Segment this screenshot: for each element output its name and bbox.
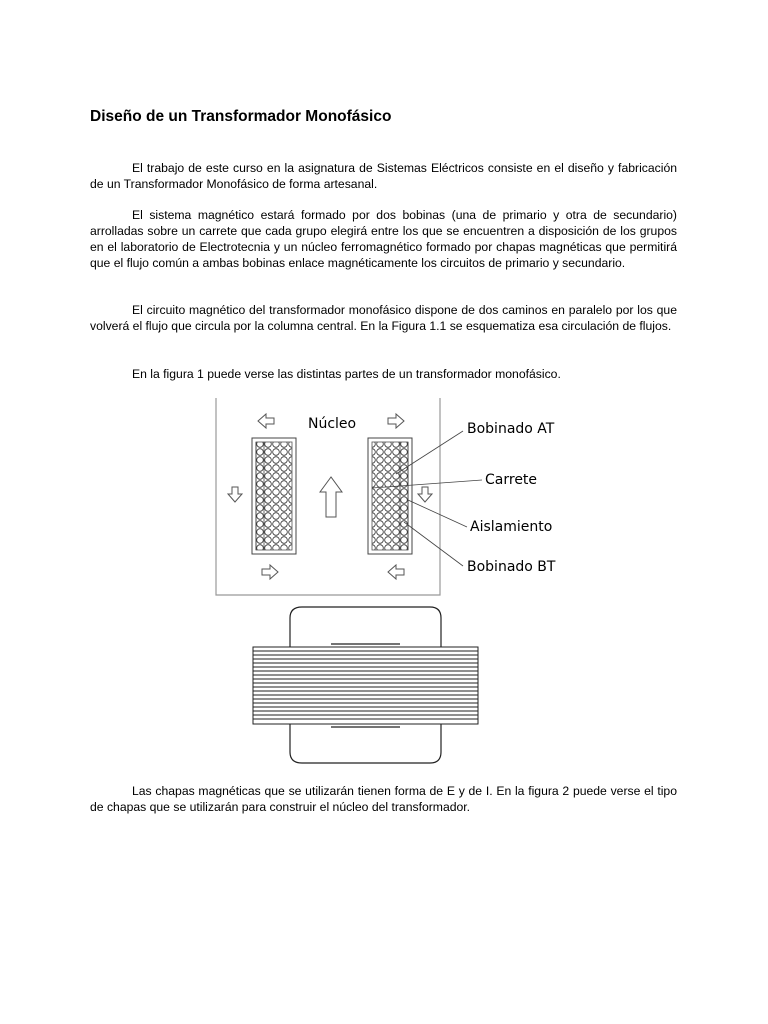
paragraph-magnetic-system: El sistema magnético estará formado por dos bobinas (una de primario y otra de secundario) arrolladas sobre un carrete que cada grupo elegirá entre los que se encuentren a disposición de los grupos en el laboratorio de Electrotecnia y un núcleo ferromagnético formado por chapas magnéticas que permitirá que el flujo común a ambas bobinas enlace magnéticamente los circuitos de primario y secundario. bbox=[90, 208, 677, 270]
document-title: Diseño de un Transformador Monofásico bbox=[90, 108, 392, 125]
arrow-left-icon bbox=[388, 565, 404, 579]
core-side-view bbox=[253, 607, 478, 763]
paragraph-intro: El trabajo de este curso en la asignatura de Sistemas Eléctricos consiste en el diseño y fabricación de un Transformador Monofásico de forma artesanal. bbox=[90, 161, 677, 191]
paragraph-figure-intro: En la figura 1 puede verse las distintas partes de un transformador monofásico. bbox=[132, 367, 561, 381]
arrow-down-icon bbox=[228, 487, 242, 502]
label-core: Núcleo bbox=[308, 416, 357, 432]
paragraph-laminations: Las chapas magnéticas que se utilizarán tienen forma de E y de I. En la figura 2 puede verse el tipo de chapas que se utilizarán para construir el núcleo del transformador. bbox=[90, 784, 677, 814]
arrow-right-icon bbox=[262, 565, 278, 579]
arrow-up-icon bbox=[320, 477, 342, 517]
left-coil bbox=[252, 438, 296, 554]
label-bobbin: Carrete bbox=[485, 472, 538, 488]
arrow-left-icon bbox=[258, 414, 274, 428]
label-hv-winding: Bobinado AT bbox=[467, 421, 555, 437]
label-insulation: Aislamiento bbox=[470, 519, 553, 535]
right-coil bbox=[368, 438, 412, 554]
arrow-down-icon bbox=[418, 487, 432, 502]
arrow-right-icon bbox=[388, 414, 404, 428]
label-lv-winding: Bobinado BT bbox=[467, 559, 556, 575]
paragraph-magnetic-circuit: El circuito magnético del transformador monofásico dispone de dos caminos en paralelo por los que volverá el flujo que circula por la columna central. En la Figura 1.1 se esquematiza esa circulación de flujos. bbox=[90, 303, 677, 333]
